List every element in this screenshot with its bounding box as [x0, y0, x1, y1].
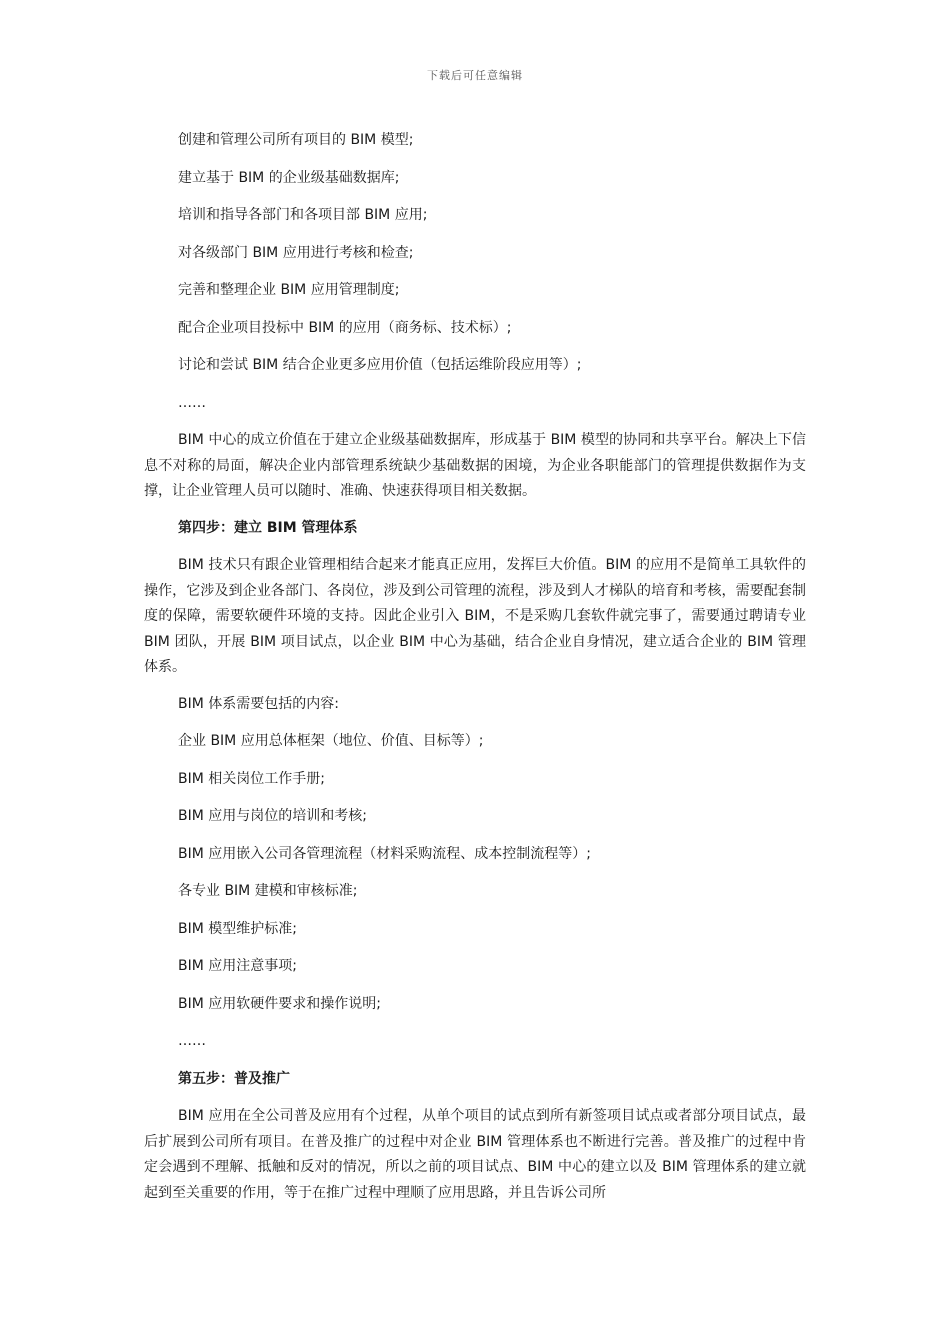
list-ellipsis: …… [178, 394, 206, 411]
step5-heading: 第五步：普及推广 [178, 1070, 290, 1087]
list-item: 各专业 BIM 建模和审核标准; [178, 883, 358, 899]
list-item: BIM 应用软硬件要求和操作说明; [178, 995, 381, 1012]
list-item: 讨论和尝试 BIM 结合企业更多应用价值（包括运维阶段应用等）; [178, 357, 582, 373]
list-item: 完善和整理企业 BIM 应用管理制度; [178, 282, 400, 298]
step4-intro: BIM 体系需要包括的内容: [178, 695, 339, 712]
list-item: 配合企业项目投标中 BIM 的应用（商务标、技术标）; [178, 319, 512, 336]
page-header: 下载后可任意编辑 [427, 69, 523, 82]
list-item: BIM 相关岗位工作手册; [178, 770, 325, 787]
list-item: BIM 应用嵌入公司各管理流程（材料采购流程、成本控制流程等）; [178, 845, 591, 862]
list-item: 培训和指导各部门和各项目部 BIM 应用; [178, 207, 428, 223]
step4-paragraph: BIM 技术只有跟企业管理相结合起来才能真正应用，发挥巨大价值。BIM 的应用不是简单工具软件的操作，它涉及到企业各部门、各岗位，涉及到公司管理的流程，涉及到人才梯队的培育和考核，需要配套制度的保障，需要软硬件环境的支持。因此企业引入 BIM，不是采购几套软件就完事了，需要通过聘请专业 BIM 团队，开展 BIM 项目试点，以企业 BIM 中心为基础，结合企业自身情况，建立适合企业的 BIM 管理体系。 [144, 557, 806, 675]
step5-paragraph: BIM 应用在全公司普及应用有个过程，从单个项目的试点到所有新签项目试点或者部分项目试点，最后扩展到公司所有项目。在普及推广的过程中对企业 BIM 管理体系也不断进行完善。普及推广的过程中肯定会遇到不理解、抵触和反对的情况，所以之前的项目试点、BIM 中心的建立以及 BIM 管理体系的建立就起到至关重要的作用，等于在推广过程中理顺了应用思路，并且告诉公司所 [144, 1108, 806, 1201]
summary-paragraph: BIM 中心的成立价值在于建立企业级基础数据库，形成基于 BIM 模型的协同和共享平台。解决上下信息不对称的局面，解决企业内部管理系统缺少基础数据的困境，为企业各职能部门的管理提供数据作为支撑，让企业管理人员可以随时、准确、快速获得项目相关数据。 [144, 432, 806, 499]
document-body [144, 128, 806, 1217]
list-item: 创建和管理公司所有项目的 BIM 模型; [178, 132, 414, 148]
step4-heading: 第四步：建立 BIM 管理体系 [178, 519, 358, 536]
list-item: BIM 应用与岗位的培训和考核; [178, 808, 367, 824]
list-item: BIM 应用注意事项; [178, 958, 297, 974]
list-ellipsis: …… [178, 1033, 206, 1049]
list-item: 建立基于 BIM 的企业级基础数据库; [178, 169, 400, 186]
list-item: BIM 模型维护标准; [178, 920, 297, 937]
list-item: 对各级部门 BIM 应用进行考核和检查; [178, 244, 414, 261]
list-item: 企业 BIM 应用总体框架（地位、价值、目标等）; [178, 733, 484, 749]
